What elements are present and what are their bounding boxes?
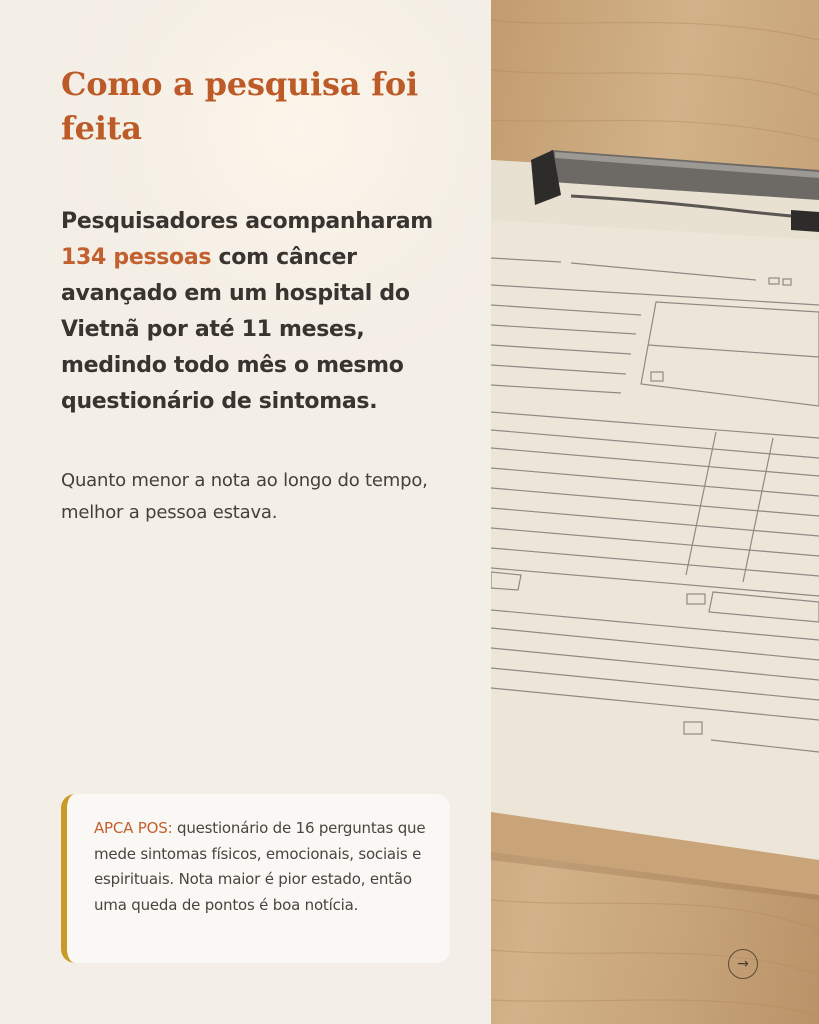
definition-term: APCA POS:: [94, 819, 173, 837]
lead-text-start: Pesquisadores acompanharam: [61, 209, 433, 234]
definition-card: [61, 794, 450, 963]
next-arrow-button[interactable]: [728, 949, 758, 979]
clipboard-photo: [491, 0, 819, 1024]
lead-text-end: com câncer avançado em um hospital do Vietnã por até 11 meses, medindo todo mês o mesmo questionário de sintomas.: [61, 245, 410, 414]
lead-paragraph: [61, 204, 461, 420]
arrow-right-icon: →: [737, 956, 749, 972]
participant-count-highlight: 134 pessoas: [61, 245, 212, 270]
definition-text: questionário de 16 perguntas que mede sintomas físicos, emocionais, sociais e espirituais. Nota maior é pior estado, então uma queda de pontos é boa notícia.: [94, 819, 426, 914]
clipboard-illustration: [491, 0, 819, 1024]
score-note: Quanto menor a nota ao longo do tempo, melhor a pessoa estava.: [61, 470, 428, 523]
page-title: Como a pesquisa foi feita: [61, 65, 418, 147]
